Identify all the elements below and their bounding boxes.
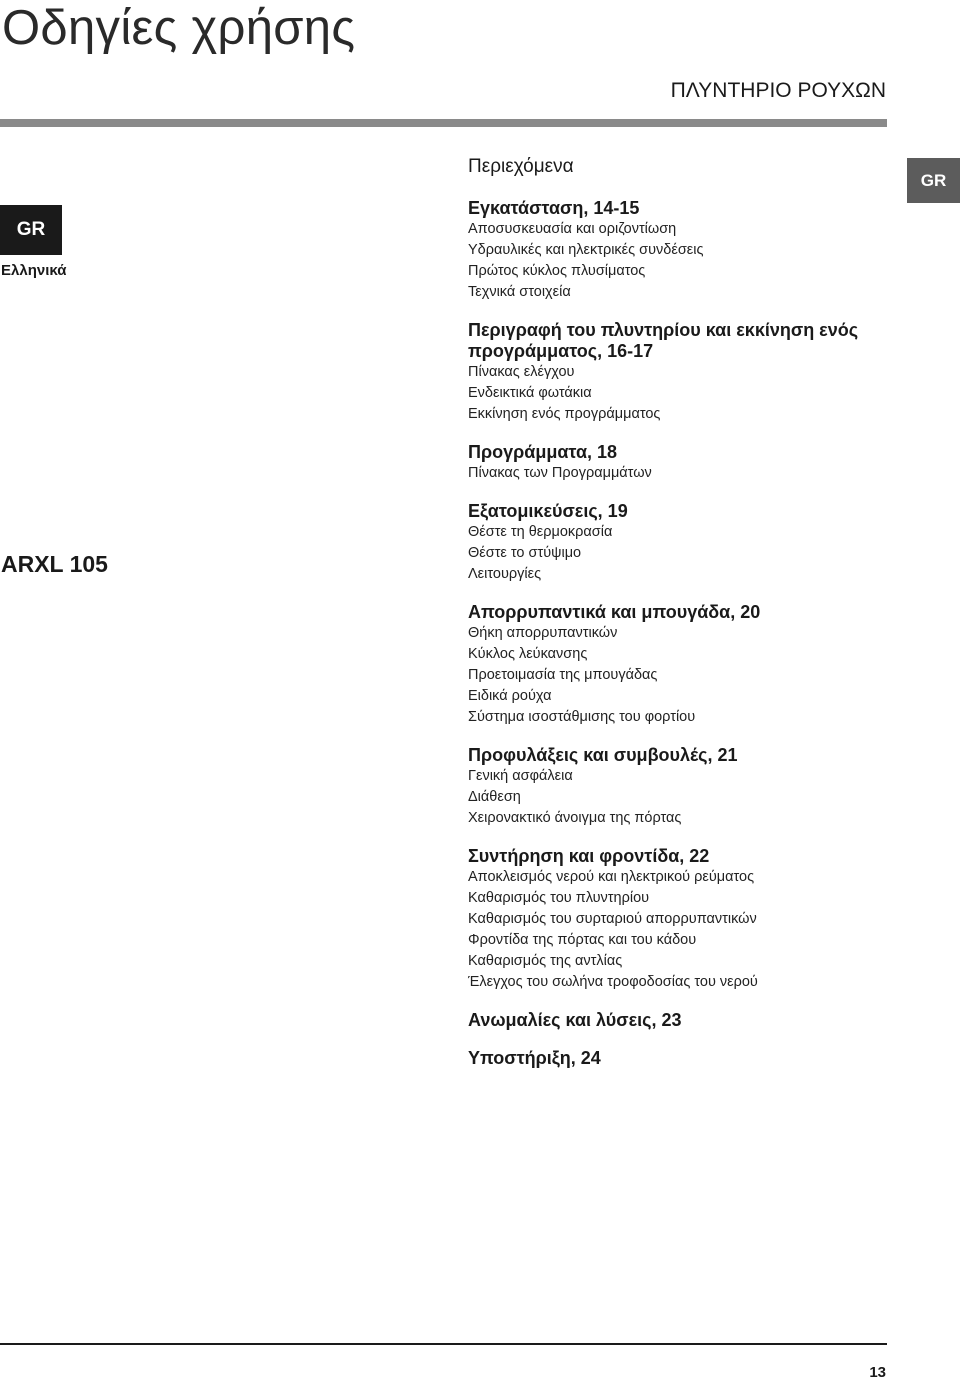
toc-item: Αποσυσκευασία και οριζοντίωση (468, 221, 677, 237)
toc-item-list (468, 463, 898, 484)
toc-section (468, 745, 898, 829)
toc-section-title: Ανωμαλίες και λύσεις, 23 (468, 1010, 682, 1030)
toc-sections (468, 198, 898, 1069)
toc-item: Έλεγχος του σωλήνα τροφοδοσίας του νερού (468, 974, 758, 990)
toc-item-list (468, 362, 898, 425)
toc-item: Καθαρισμός της αντλίας (468, 953, 623, 969)
toc-section (468, 1048, 898, 1069)
toc-section (468, 198, 898, 303)
table-of-contents (468, 155, 898, 1086)
toc-item: Υδραυλικές και ηλεκτρικές συνδέσεις (468, 242, 704, 258)
toc-item: Εκκίνηση ενός προγράμματος (468, 406, 661, 422)
toc-item: Θέστε τη θερμοκρασία (468, 524, 613, 540)
toc-item: Ενδεικτικά φωτάκια (468, 385, 592, 401)
toc-item: Τεχνικά στοιχεία (468, 284, 571, 300)
toc-section-title: Συντήρηση και φροντίδα, 22 (468, 846, 710, 866)
toc-item: Διάθεση (468, 789, 521, 805)
toc-section-title: Περιγραφή του πλυντηρίου και εκκίνηση ενός προγράμματος, 16-17 (468, 320, 859, 361)
toc-section-title: Εξατομικεύσεις, 19 (468, 501, 628, 521)
header-divider (0, 119, 887, 127)
toc-item: Πρώτος κύκλος πλυσίματος (468, 263, 646, 279)
page-number: 13 (869, 1364, 886, 1381)
toc-item: Θήκη απορρυπαντικών (468, 625, 618, 641)
toc-item: Θέστε το στύψιμο (468, 545, 582, 561)
toc-item: Πίνακας των Προγραμμάτων (468, 465, 652, 481)
toc-section (468, 846, 898, 993)
toc-item: Πίνακας ελέγχου (468, 364, 575, 380)
toc-item: Καθαρισμός του πλυντηρίου (468, 890, 650, 906)
toc-item: Προετοιμασία της μπουγάδας (468, 667, 658, 683)
toc-section-title: Απορρυπαντικά και μπουγάδα, 20 (468, 602, 761, 622)
toc-item: Καθαρισμός του συρταριού απορρυπαντικών (468, 911, 757, 927)
language-name: Ελληνικά (1, 262, 67, 279)
language-tab: GR (907, 158, 960, 203)
toc-item: Κύκλος λεύκανσης (468, 646, 588, 662)
toc-item-list (468, 522, 898, 585)
model-number: ARXL 105 (1, 551, 108, 577)
toc-section-title: Εγκατάσταση, 14-15 (468, 198, 640, 218)
toc-section (468, 320, 898, 425)
toc-section-title: Προγράμματα, 18 (468, 442, 618, 462)
toc-item: Χειρονακτικό άνοιγμα της πόρτας (468, 810, 682, 826)
toc-item: Φροντίδα της πόρτας και του κάδου (468, 932, 697, 948)
toc-item: Αποκλεισμός νερού και ηλεκτρικού ρεύματος (468, 869, 755, 885)
language-code-badge: GR (0, 205, 62, 255)
toc-section (468, 602, 898, 728)
toc-item-list (468, 219, 898, 303)
toc-section-title: Υποστήριξη, 24 (468, 1048, 601, 1068)
toc-section (468, 501, 898, 585)
footer-divider (0, 1343, 887, 1345)
toc-item-list (468, 867, 898, 993)
product-type: ΠΛΥΝΤΗΡΙΟ ΡΟΥΧΩΝ (670, 79, 886, 102)
toc-item-list (468, 623, 898, 728)
toc-heading: Περιεχόμενα (468, 156, 574, 177)
toc-item: Ειδικά ρούχα (468, 688, 552, 704)
document-title: Οδηγίες χρήσης (2, 1, 356, 55)
toc-item-list (468, 766, 898, 829)
toc-section-title: Προφυλάξεις και συμβουλές, 21 (468, 745, 738, 765)
toc-item: Γενική ασφάλεια (468, 768, 573, 784)
toc-section (468, 442, 898, 484)
toc-item: Λειτουργίες (468, 566, 542, 582)
toc-item: Σύστημα ισοστάθμισης του φορτίου (468, 709, 696, 725)
toc-section (468, 1010, 898, 1031)
